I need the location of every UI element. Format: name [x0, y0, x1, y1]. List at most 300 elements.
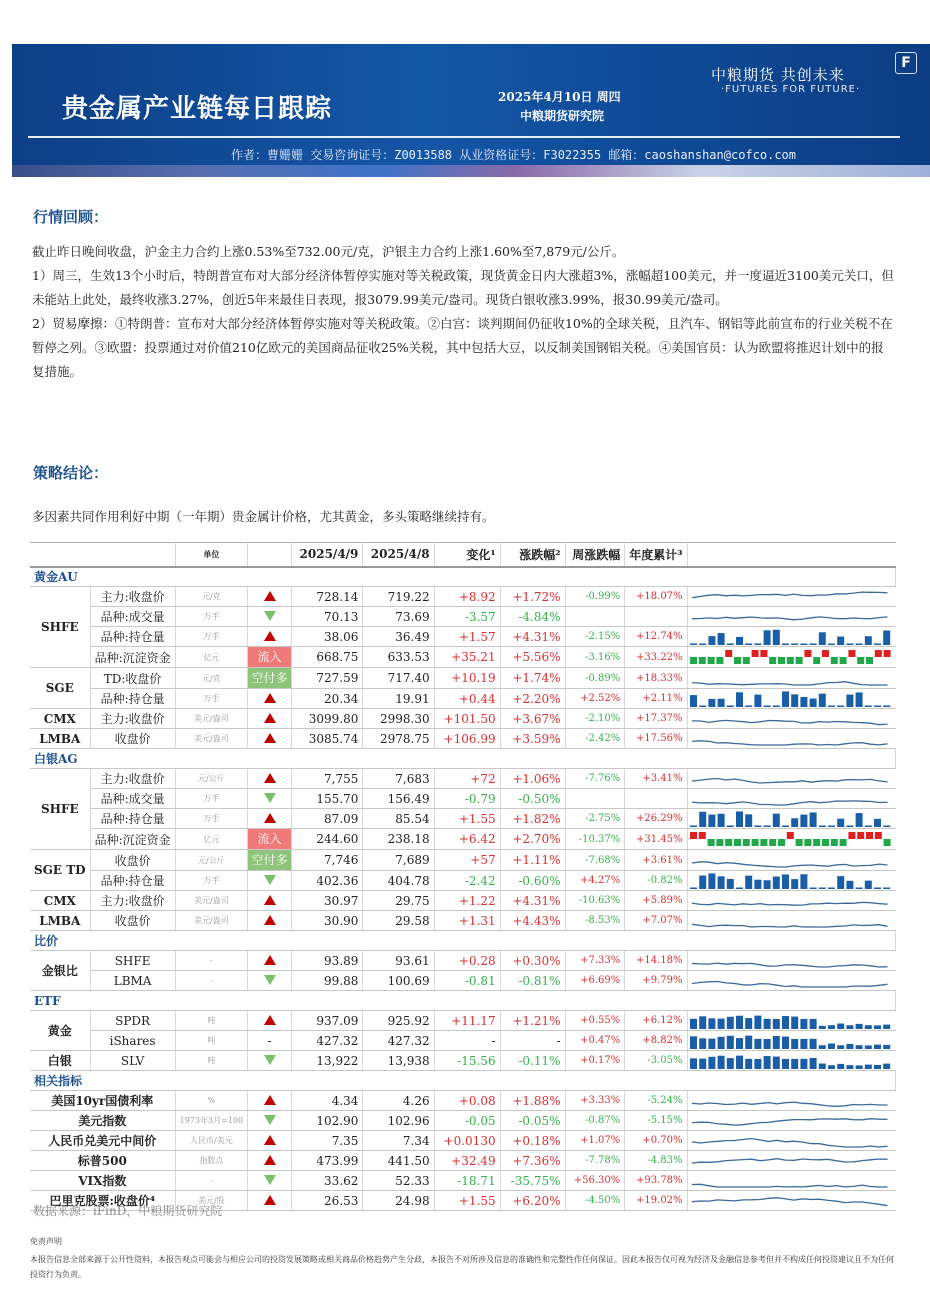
col-week: 周涨跌幅 [565, 543, 625, 567]
table-row [30, 627, 896, 647]
value-week: -2.42% [565, 729, 625, 749]
trend-sparkline [687, 607, 895, 627]
value-week: +2.52% [565, 689, 625, 709]
value-date-1: 7,755 [292, 769, 363, 789]
value-date-1: 7,746 [292, 850, 363, 871]
value-date-2: 441.50 [363, 1151, 434, 1171]
unit-cell: 吨 [175, 1011, 247, 1031]
row-label: 美元指数 [30, 1111, 175, 1131]
value-chg: +11.17 [434, 1011, 500, 1031]
table-row [30, 971, 896, 991]
col-ytd: 年度累计³ [625, 543, 687, 567]
row-label: SLV [90, 1051, 175, 1071]
signal-cell [248, 769, 292, 789]
trend-sparkline [687, 971, 895, 991]
row-label: SPDR [90, 1011, 175, 1031]
value-date-2: 100.69 [363, 971, 434, 991]
up-triangle-icon [264, 631, 276, 641]
value-ytd: +0.70% [625, 1131, 687, 1151]
value-date-2: 36.49 [363, 627, 434, 647]
trend-sparkline [687, 587, 895, 607]
up-triangle-icon [264, 955, 276, 965]
group-label: 金银比 [30, 951, 90, 991]
value-date-2: 717.40 [363, 668, 434, 689]
up-triangle-icon [264, 1195, 276, 1205]
value-chg: +0.0130 [434, 1131, 500, 1151]
signal-cell [248, 729, 292, 749]
value-date-1: 20.34 [292, 689, 363, 709]
value-pct: +0.18% [500, 1131, 565, 1151]
value-week: -8.53% [565, 911, 625, 931]
trend-sparkline [687, 1151, 895, 1171]
value-chg: +1.55 [434, 1191, 500, 1211]
report-date: 2025年4月10日 周四 [498, 90, 621, 104]
sparkline-icon [688, 729, 894, 748]
value-pct: +6.20% [500, 1191, 565, 1211]
value-chg: -3.57 [434, 607, 500, 627]
row-label: 品种:成交量 [90, 789, 175, 809]
brand-slogan-en: ·FUTURES FOR FUTURE· [721, 84, 861, 95]
value-date-2: 29.75 [363, 891, 434, 911]
value-date-2: 4.26 [363, 1091, 434, 1111]
up-triangle-icon [264, 773, 276, 783]
data-source: 数据来源：iFinD，中粮期货研究院 [33, 1204, 223, 1218]
unit-cell: 亿元 [175, 829, 247, 850]
unit-cell: 元/克 [175, 668, 247, 689]
value-ytd: -0.82% [625, 871, 687, 891]
group-label: SHFE [30, 587, 90, 668]
trend-sparkline [687, 829, 895, 850]
value-ytd: +2.11% [625, 689, 687, 709]
value-pct: +4.31% [500, 627, 565, 647]
value-chg: +0.28 [434, 951, 500, 971]
value-week: +56.30% [565, 1171, 625, 1191]
unit-cell: 美元/盎司 [175, 891, 247, 911]
value-ytd: +3.41% [625, 769, 687, 789]
value-date-1: 402.36 [292, 871, 363, 891]
signal-cell [248, 971, 292, 991]
value-pct: +4.43% [500, 911, 565, 931]
value-date-1: 7.35 [292, 1131, 363, 1151]
signal-cell [248, 627, 292, 647]
value-date-2: 24.98 [363, 1191, 434, 1211]
strategy-body: 多因素共同作用利好中期（一年期）贵金属计价格，尤其黄金，多头策略继续持有。 [32, 509, 495, 524]
unit-cell: 万手 [175, 809, 247, 829]
value-ytd: +19.02% [625, 1191, 687, 1211]
value-week: -7.68% [565, 850, 625, 871]
value-ytd: +3.61% [625, 850, 687, 871]
value-chg: +106.99 [434, 729, 500, 749]
value-ytd: +17.56% [625, 729, 687, 749]
sparkline-icon [688, 891, 894, 910]
review-paragraph: 2）贸易摩擦：①特朗普：宣布对大部分经济体暂停实施对等关税政策。②白宫：谈判期间仍征收10%的全球关税，且汽车、钢铝等此前宣布的行业关税不在暂停之列。③欧盟：投票通过对价值210亿欧元的美国商品征收25%关税，其中包括大豆，以反制美国钢铝关税。④美国官员：认为欧盟将推迟计划中的报复措施。 [32, 316, 893, 379]
table-row [30, 729, 896, 749]
section-row-silver [30, 749, 896, 769]
signal-cell [248, 1031, 292, 1051]
review-body [32, 240, 896, 384]
group-label: SGE TD [30, 850, 90, 891]
value-date-2: 427.32 [363, 1031, 434, 1051]
value-date-2: 2998.30 [363, 709, 434, 729]
table-row [30, 607, 896, 627]
row-label: 收盘价 [90, 729, 175, 749]
value-pct: +1.21% [500, 1011, 565, 1031]
review-heading: 行情回顾： [33, 208, 109, 226]
value-chg: -15.56 [434, 1051, 500, 1071]
value-chg: +1.31 [434, 911, 500, 931]
value-date-1: 473.99 [292, 1151, 363, 1171]
value-week: -7.78% [565, 1151, 625, 1171]
bar-sparkline-icon [688, 809, 894, 828]
value-ytd [625, 789, 687, 809]
sparkline-icon [688, 1191, 894, 1210]
sparkline-icon [688, 607, 894, 626]
unit-cell: 美元/盎司 [175, 911, 247, 931]
value-date-1: 668.75 [292, 647, 363, 668]
down-triangle-icon [264, 1115, 276, 1125]
value-ytd: +18.33% [625, 668, 687, 689]
value-date-1: 38.06 [292, 627, 363, 647]
value-date-1: 3099.80 [292, 709, 363, 729]
value-date-2: 102.96 [363, 1111, 434, 1131]
value-date-2: 19.91 [363, 689, 434, 709]
value-week: +6.69% [565, 971, 625, 991]
value-chg: -0.79 [434, 789, 500, 809]
value-date-2: 925.92 [363, 1011, 434, 1031]
signal-cell [248, 607, 292, 627]
up-triangle-icon [264, 713, 276, 723]
sparkline-icon [688, 669, 894, 688]
value-chg: -0.81 [434, 971, 500, 991]
value-chg: +1.55 [434, 809, 500, 829]
value-date-1: 3085.74 [292, 729, 363, 749]
value-pct: -0.60% [500, 871, 565, 891]
value-ytd: +6.12% [625, 1011, 687, 1031]
unit-cell: 人民币/美元 [175, 1131, 247, 1151]
trend-sparkline [687, 911, 895, 931]
row-label: VIX指数 [30, 1171, 175, 1191]
table-row [30, 769, 896, 789]
down-triangle-icon [264, 611, 276, 621]
table-row [30, 1051, 896, 1071]
value-pct: +7.36% [500, 1151, 565, 1171]
value-date-1: 26.53 [292, 1191, 363, 1211]
report-title: 贵金属产业链每日跟踪 [62, 94, 333, 124]
value-week: -3.16% [565, 647, 625, 668]
table-row [30, 850, 896, 871]
value-chg: +10.19 [434, 668, 500, 689]
up-triangle-icon [264, 1155, 276, 1165]
value-date-2: 633.53 [363, 647, 434, 668]
table-row [30, 1011, 896, 1031]
sparkline-icon [688, 971, 894, 990]
review-paragraph: 1）周三，生效13个小时后，特朗普宣布对大部分经济体暂停实施对等关税政策，现货黄金日内大涨超3%，涨幅超100美元，并一度逼近3100美元关口，但未能站上此处，最终收涨3.27%，创近5年来最佳日表现，报3079.99美元/盎司。现货白银收涨3.99%，报30.99美元/盎司。 [32, 268, 894, 307]
value-date-2: 13,938 [363, 1051, 434, 1071]
value-date-2: 7,689 [363, 850, 434, 871]
value-ytd: -3.05% [625, 1051, 687, 1071]
row-label: 品种:沉淀资金 [90, 647, 175, 668]
bar-sparkline-icon [688, 689, 894, 708]
table-row [30, 689, 896, 709]
sparkline-icon [688, 1091, 894, 1110]
row-label: 人民币兑美元中间价 [30, 1131, 175, 1151]
value-date-2: 52.33 [363, 1171, 434, 1191]
company-logo-icon: F [895, 52, 917, 74]
signal-cell [248, 647, 292, 668]
unit-cell: 万手 [175, 789, 247, 809]
value-ytd: +5.89% [625, 891, 687, 911]
group-label: CMX [30, 709, 90, 729]
up-triangle-icon [264, 1015, 276, 1025]
value-ytd: +17.37% [625, 709, 687, 729]
value-date-2: 2978.75 [363, 729, 434, 749]
row-label: LBMA [90, 971, 175, 991]
value-ytd: +31.45% [625, 829, 687, 850]
value-week: -0.99% [565, 587, 625, 607]
row-label: 品种:持仓量 [90, 627, 175, 647]
trend-sparkline [687, 668, 895, 689]
value-chg: -0.05 [434, 1111, 500, 1131]
signal-cell [248, 850, 292, 871]
value-date-2: 156.49 [363, 789, 434, 809]
short-pay-long-badge: 空付多 [248, 668, 291, 688]
group-label: 黄金 [30, 1011, 90, 1051]
down-triangle-icon [264, 975, 276, 985]
value-ytd: -4.83% [625, 1151, 687, 1171]
value-date-2: 7.34 [363, 1131, 434, 1151]
value-chg: -2.42 [434, 871, 500, 891]
value-date-2: 719.22 [363, 587, 434, 607]
group-label: CMX [30, 891, 90, 911]
value-pct: -4.84% [500, 607, 565, 627]
signal-cell [248, 951, 292, 971]
value-pct: +2.70% [500, 829, 565, 850]
row-label: SHFE [90, 951, 175, 971]
section-label: 白银AG [30, 749, 896, 769]
brand-slogan: 中粮期货 共创未来 [711, 66, 845, 84]
value-date-1: 4.34 [292, 1091, 363, 1111]
table-row [30, 951, 896, 971]
disclaimer-text: 本报告信息全部来源于公开性资料，本报告观点可能会与相应公司的投资发展策略或相关商品价格趋势产生分歧，本报告不对所涉及信息的准确性和完整性作任何保证。因此本报告仅可视为经济及金融信息参考但并不构成任何投资建议且不为任何投资行为负责。 [30, 1255, 894, 1279]
author-line: 作者：曹姗姗 交易咨询证号：Z0013588 从业资格证号：F3022355 邮箱：caoshanshan@cofco.com [231, 148, 796, 162]
banner-decor-strip [12, 165, 930, 177]
value-date-1: 155.70 [292, 789, 363, 809]
unit-cell: - [175, 1171, 247, 1191]
sparkline-icon [688, 1131, 894, 1150]
value-chg: +35.21 [434, 647, 500, 668]
value-chg: +1.22 [434, 891, 500, 911]
value-date-1: 30.90 [292, 911, 363, 931]
short-pay-long-badge: 空付多 [248, 850, 291, 870]
row-label: 品种:持仓量 [90, 871, 175, 891]
updown-sparkline-icon [688, 648, 894, 667]
table-row [30, 587, 896, 607]
updown-sparkline-icon [688, 830, 894, 849]
value-ytd: -5.15% [625, 1111, 687, 1131]
report-org: 中粮期货研究院 [520, 109, 605, 123]
trend-sparkline [687, 1191, 895, 1211]
value-date-2: 85.54 [363, 809, 434, 829]
value-week: -2.10% [565, 709, 625, 729]
up-triangle-icon [264, 1135, 276, 1145]
value-ytd: +26.29% [625, 809, 687, 829]
unit-cell: 亿元 [175, 647, 247, 668]
trend-sparkline [687, 627, 895, 647]
value-date-1: 728.14 [292, 587, 363, 607]
row-label: 主力:收盘价 [90, 587, 175, 607]
value-date-1: 87.09 [292, 809, 363, 829]
trend-sparkline [687, 871, 895, 891]
row-label: 美国10yr国债利率 [30, 1091, 175, 1111]
col-change: 变化¹ [434, 543, 500, 567]
trend-sparkline [687, 850, 895, 871]
unit-cell: 指数点 [175, 1151, 247, 1171]
value-chg: - [434, 1031, 500, 1051]
disclaimer-title: 免责声明 [30, 1237, 62, 1246]
row-label: 品种:持仓量 [90, 809, 175, 829]
table-row [30, 1031, 896, 1051]
value-ytd: +9.79% [625, 971, 687, 991]
col-date-1: 2025/4/9 [292, 543, 363, 567]
value-date-2: 73.69 [363, 607, 434, 627]
value-date-1: 727.59 [292, 668, 363, 689]
down-triangle-icon [264, 1055, 276, 1065]
value-pct: +1.06% [500, 769, 565, 789]
value-pct: +4.31% [500, 891, 565, 911]
value-pct: +1.88% [500, 1091, 565, 1111]
value-week [565, 789, 625, 809]
table-row [30, 911, 896, 931]
value-ytd: +93.78% [625, 1171, 687, 1191]
section-label: 相关指标 [30, 1071, 896, 1091]
value-date-1: 30.97 [292, 891, 363, 911]
row-label: 收盘价 [90, 850, 175, 871]
value-date-2: 93.61 [363, 951, 434, 971]
value-week: -2.15% [565, 627, 625, 647]
sparkline-icon [688, 1111, 894, 1130]
table-row [30, 1171, 896, 1191]
bar-sparkline-icon [688, 1011, 894, 1030]
unit-cell: 美元/盎司 [175, 709, 247, 729]
unit-cell: 元/公斤 [175, 769, 247, 789]
value-pct: -35.75% [500, 1171, 565, 1191]
up-triangle-icon [264, 591, 276, 601]
row-label: 主力:收盘价 [90, 769, 175, 789]
value-pct: +1.11% [500, 850, 565, 871]
col-pct: 涨跌幅² [500, 543, 565, 567]
value-week: +0.17% [565, 1051, 625, 1071]
value-ytd: -5.24% [625, 1091, 687, 1111]
value-pct: +3.59% [500, 729, 565, 749]
value-chg: +32.49 [434, 1151, 500, 1171]
signal-cell [248, 1151, 292, 1171]
signal-cell [248, 1191, 292, 1211]
section-row-ratio [30, 931, 896, 951]
group-label: 白银 [30, 1051, 90, 1071]
up-triangle-icon [264, 895, 276, 905]
table-row [30, 1111, 896, 1131]
unit-cell: 美元/股 [175, 1191, 247, 1211]
signal-cell [248, 1111, 292, 1131]
sparkline-icon [688, 789, 894, 808]
table-row [30, 829, 896, 850]
value-week: +3.33% [565, 1091, 625, 1111]
row-label: 标普500 [30, 1151, 175, 1171]
sparkline-icon [688, 1171, 894, 1190]
signal-cell [248, 789, 292, 809]
up-triangle-icon [264, 1095, 276, 1105]
trend-sparkline [687, 1131, 895, 1151]
table-row [30, 647, 896, 668]
value-pct: +0.30% [500, 951, 565, 971]
section-row-gold [30, 567, 896, 587]
value-ytd: +18.07% [625, 587, 687, 607]
trend-sparkline [687, 709, 895, 729]
sparkline-icon [688, 587, 894, 606]
review-paragraph: 截止昨日晚间收盘，沪金主力合约上涨0.53%至732.00元/克，沪银主力合约上涨1.60%至7,879元/公斤。 [32, 244, 625, 259]
value-week [565, 607, 625, 627]
table-row [30, 891, 896, 911]
signal-cell [248, 829, 292, 850]
value-chg: +57 [434, 850, 500, 871]
sparkline-icon [688, 951, 894, 970]
banner-divider [28, 136, 900, 138]
group-label: SGE [30, 668, 90, 709]
signal-cell [248, 911, 292, 931]
unit-cell: 万手 [175, 871, 247, 891]
trend-sparkline [687, 689, 895, 709]
bar-sparkline-icon [688, 1051, 894, 1070]
section-label: 比价 [30, 931, 896, 951]
unit-cell: 万手 [175, 607, 247, 627]
row-label: 品种:持仓量 [90, 689, 175, 709]
value-week: +4.27% [565, 871, 625, 891]
row-label: TD:收盘价 [90, 668, 175, 689]
row-label: 品种:沉淀资金 [90, 829, 175, 850]
section-row-related [30, 1071, 896, 1091]
signal-cell [248, 1131, 292, 1151]
trend-sparkline [687, 951, 895, 971]
down-triangle-icon [264, 1175, 276, 1185]
trend-sparkline [687, 1111, 895, 1131]
unit-cell: 吨 [175, 1051, 247, 1071]
value-week: +0.55% [565, 1011, 625, 1031]
value-week: -7.76% [565, 769, 625, 789]
value-pct: +1.72% [500, 587, 565, 607]
sparkline-icon [688, 709, 894, 728]
unit-cell: 吨 [175, 1031, 247, 1051]
sparkline-icon [688, 769, 894, 788]
value-date-2: 238.18 [363, 829, 434, 850]
up-triangle-icon [264, 915, 276, 925]
table-row [30, 1151, 896, 1171]
value-pct: +2.20% [500, 689, 565, 709]
row-label: 主力:收盘价 [90, 891, 175, 911]
value-date-1: 937.09 [292, 1011, 363, 1031]
signal-cell [248, 1011, 292, 1031]
signal-cell [248, 709, 292, 729]
value-week: -4.50% [565, 1191, 625, 1211]
unit-cell: 元/公斤 [175, 850, 247, 871]
value-chg: +6.42 [434, 829, 500, 850]
unit-cell: 万手 [175, 689, 247, 709]
value-ytd: +8.82% [625, 1031, 687, 1051]
value-chg: +101.50 [434, 709, 500, 729]
value-chg: -18.71 [434, 1171, 500, 1191]
value-week: +0.47% [565, 1031, 625, 1051]
value-date-2: 404.78 [363, 871, 434, 891]
col-unit: 单位 [175, 543, 247, 567]
